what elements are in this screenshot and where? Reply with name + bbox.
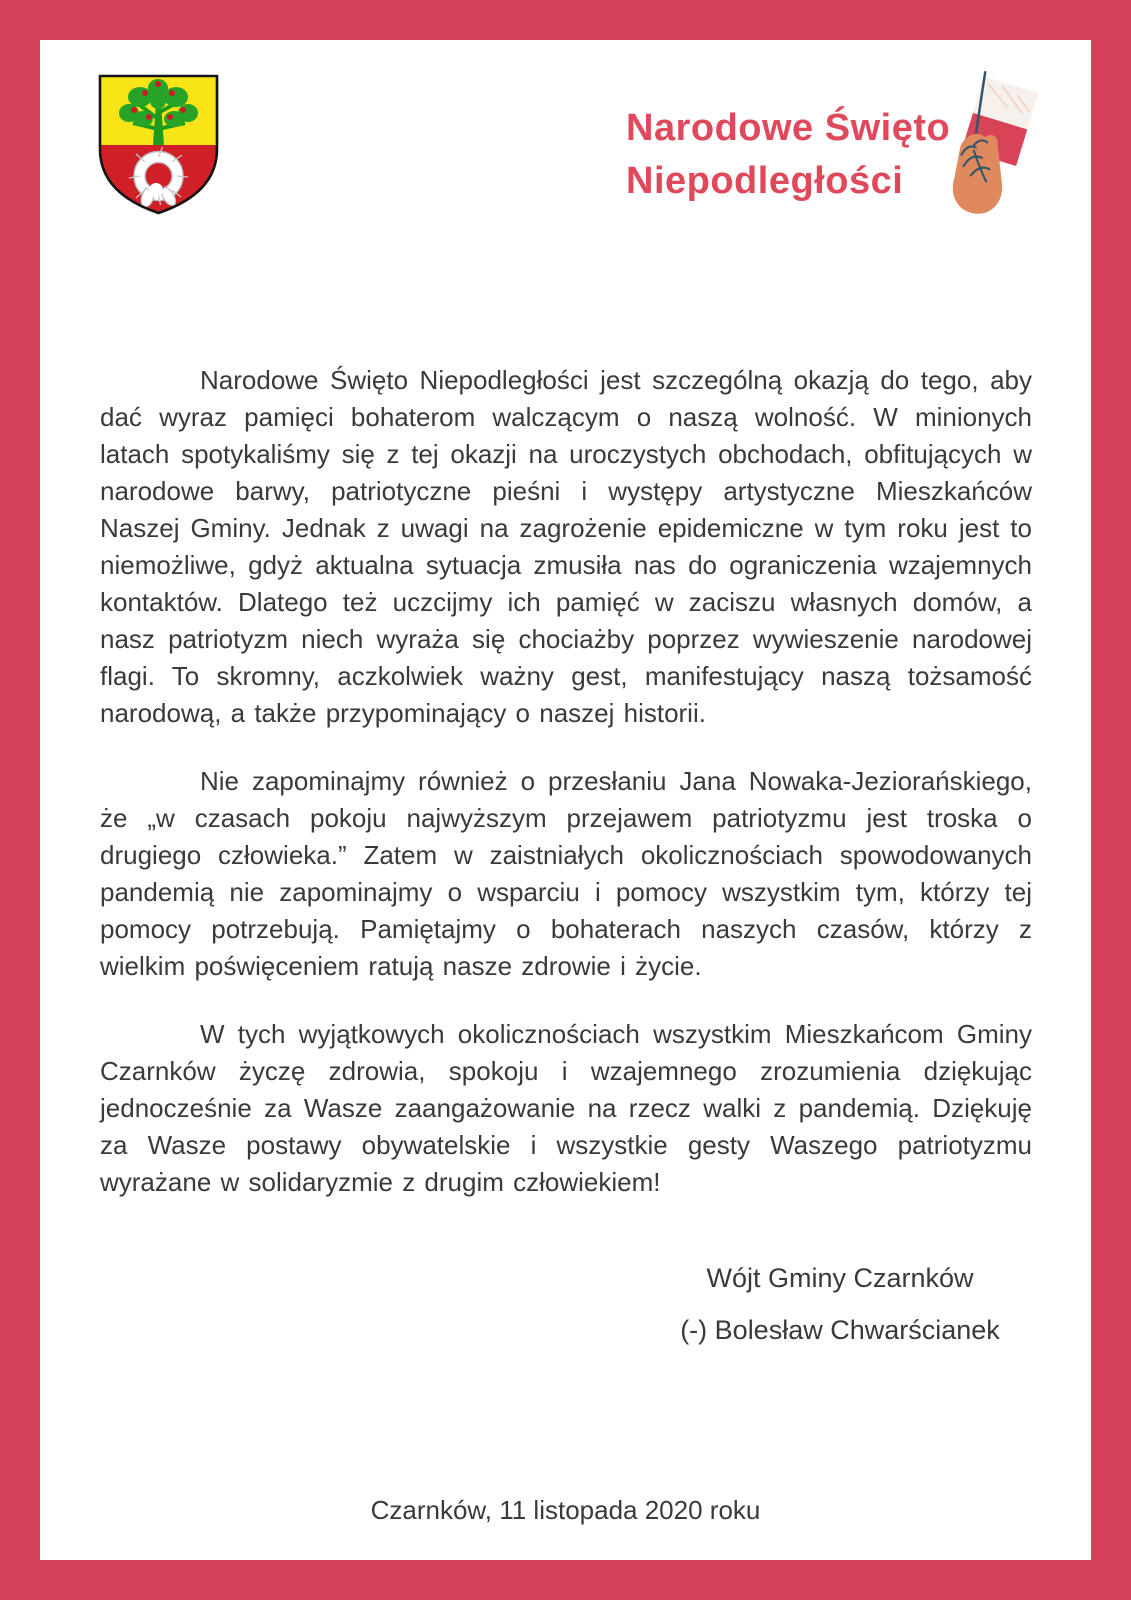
signature-block — [600, 1252, 1080, 1356]
page-title — [626, 102, 956, 208]
page-title-line1: Narodowe Święto — [626, 107, 951, 149]
signature-role: Wójt Gminy Czarnków — [706, 1263, 974, 1293]
czarnkow-coat-of-arms-icon — [97, 73, 220, 216]
hand-holding-polish-flag-icon — [945, 66, 1045, 226]
paragraph-1: Narodowe Święto Niepodległości jest szczególną okazją do tego, aby dać wyraz pamięci bohaterom walczącym o naszą wolność. W minionych latach spotykaliśmy się z tej okazji na uroczystych obchodach, obfitujących w narodowe barwy, patriotyczne pieśni i występy artystyczne Mieszkańców Naszej Gminy. Jednak z uwagi na zagrożenie epidemiczne w tym roku jest to niemożliwe, gdyż aktualna sytuacja zmusiła nas do ograniczenia wzajemnych kontaktów. Dlatego też uczcijmy ich pamięć w zaciszu własnych domów, a nasz patriotyzm niech wyraża się chociażby poprzez wywieszenie narodowej flagi. To skromny, aczkolwiek ważny gest, manifestujący naszą tożsamość narodową, a także przypominający o naszej historii. — [100, 365, 1032, 728]
dateline: Czarnków, 11 listopada 2020 roku — [370, 1495, 761, 1525]
page-title-line2: Niepodległości — [626, 160, 904, 202]
paragraph-3: W tych wyjątkowych okolicznościach wszystkim Mieszkańcom Gminy Czarnków życzę zdrowia, spokoju i wzajemnego zrozumienia dziękując jednocześnie za Wasze zaangażowanie na rzecz walki z pandemią. Dziękuję za Wasze postawy obywatelskie i wszystkie gesty Waszego patriotyzmu wyrażane w solidaryzmie z drugim człowiekiem! — [100, 1019, 1032, 1197]
paragraph-2: Nie zapominajmy również o przesłaniu Jana Nowaka-Jeziorańskiego, że „w czasach pokoju najwyższym przejawem patriotyzmu jest troska o drugiego człowieka.” Zatem w zaistniałych okolicznościach spowodowanych pandemią nie zapominajmy o wsparciu i pomocy wszystkim tym, którzy tej pomocy potrzebują. Pamiętajmy o bohaterach naszych czasów, którzy z wielkim poświęceniem ratują nasze zdrowie i życie. — [100, 766, 1032, 981]
letter-body — [100, 362, 1032, 1232]
signature-name: (-) Bolesław Chwarścianek — [680, 1315, 1000, 1345]
